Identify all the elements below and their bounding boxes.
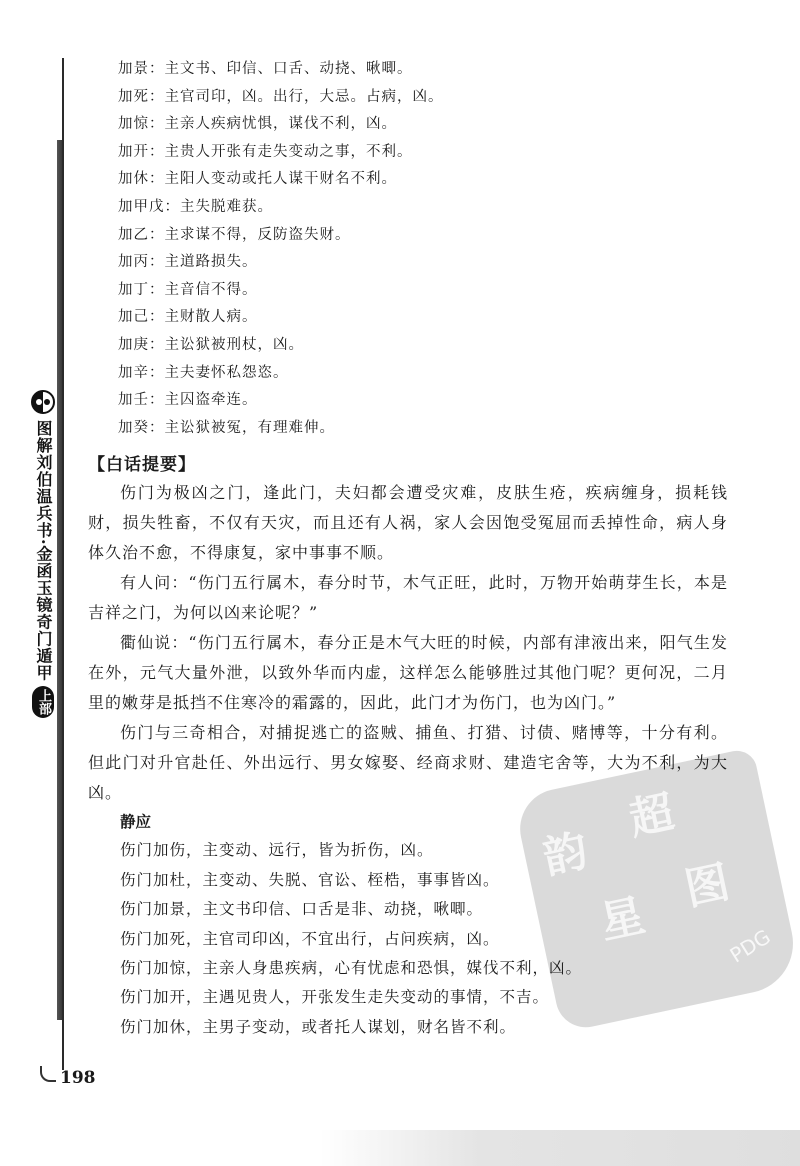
list-item: 伤门加景，主文书印信、口舌是非、动挠，啾唧。 bbox=[120, 900, 484, 919]
scan-edge bbox=[0, 1130, 800, 1166]
paragraph: 伤门为极凶之门，逢此门，夫妇都会遭受灾难，皮肤生疮，疾病缠身，损耗钱财，损失牲畜，不仅有天灾，而且还有人祸，家人会因饱受冤屈而丢掉性命，病人身体久治不愈，不得康复，家中事事不顺。 bbox=[88, 483, 728, 563]
list-item: 加休：主阳人变动或托人谋干财名不利。 bbox=[118, 171, 397, 188]
list-item: 加丁：主音信不得。 bbox=[118, 281, 258, 298]
list-item: 加己：主财散人病。 bbox=[118, 309, 258, 326]
page-number bbox=[40, 1068, 96, 1088]
subheading: 静应 bbox=[120, 812, 152, 832]
list-item: 伤门加伤，主变动、远行，皆为折伤，凶。 bbox=[120, 841, 434, 860]
volume-badge: 上部 bbox=[32, 686, 54, 718]
list-item: 加乙：主求谋不得，反防盗失财。 bbox=[118, 226, 351, 243]
list-item: 加癸：主讼狱被冤，有理难伸。 bbox=[118, 419, 335, 436]
list-item: 加甲戊：主失脱难获。 bbox=[118, 198, 273, 215]
list-item: 加壬：主囚盗牵连。 bbox=[118, 392, 258, 409]
list-item: 伤门加开，主遇见贵人，开张发生走失变动的事情，不吉。 bbox=[120, 988, 550, 1007]
curl-ornament-icon bbox=[40, 1066, 56, 1082]
list-item: 加辛：主夫妻怀私怨恣。 bbox=[118, 364, 289, 381]
paragraph: 有人问：“伤门五行属木，春分时节，木气正旺，此时，万物开始萌芽生长，本是吉祥之门，为何以凶来论呢？” bbox=[88, 573, 728, 623]
list-item: 加丙：主道路损失。 bbox=[118, 254, 258, 271]
section-heading: 【白话提要】 bbox=[88, 455, 196, 476]
paragraph: 伤门与三奇相合，对捕捉逃亡的盗贼、捕鱼、打猎、讨债、赌博等，十分有利。但此门对升官赴任、外出远行、男女嫁娶、经商求财、建造宅舍等，大为不利，为大凶。 bbox=[88, 723, 728, 803]
page-number-text: 198 bbox=[60, 1068, 96, 1088]
side-title bbox=[30, 390, 56, 718]
list-item: 伤门加死，主官司印凶，不宜出行，占问疾病，凶。 bbox=[120, 929, 500, 948]
list-item: 加庚：主讼狱被刑杖，凶。 bbox=[118, 336, 304, 353]
page-content bbox=[88, 56, 728, 1042]
list-item: 伤门加惊，主亲人身患疾病，心有忧虑和恐惧，媒伐不利，凶。 bbox=[120, 958, 583, 977]
list-item: 伤门加杜，主变动、失脱、官讼、桎梏，事事皆凶。 bbox=[120, 870, 500, 889]
watermark-stamp: 韵 超 星 图 PDG bbox=[513, 747, 800, 1033]
list-item: 加景：主文书、印信、口舌、动挠、啾唧。 bbox=[118, 61, 413, 77]
list-item: 加死：主官司印，凶。出行，大忌。占病，凶。 bbox=[118, 88, 444, 105]
yinyang-icon bbox=[31, 390, 55, 414]
margin-rule bbox=[62, 58, 64, 1070]
list-item: 伤门加休，主男子变动，或者托人谋划，财名皆不利。 bbox=[120, 1017, 517, 1036]
list-item: 加开：主贵人开张有走失变动之事，不利。 bbox=[118, 143, 413, 160]
list-item: 加惊：主亲人疾病忧惧，谋伐不利，凶。 bbox=[118, 116, 397, 133]
paragraph: 衢仙说：“伤门五行属木，春分正是木气大旺的时候，内部有津液出来，阳气生发在外，元气大量外泄，以致外华而内虚，这样怎么能够胜过其他门呢？更何况，二月里的嫩芽是抵挡不住寒冷的霜露的，因此，此门才为伤门，也为凶门。” bbox=[88, 633, 728, 713]
book-title: 图解刘伯温兵书·金函玉镜奇门遁甲 bbox=[34, 420, 53, 682]
